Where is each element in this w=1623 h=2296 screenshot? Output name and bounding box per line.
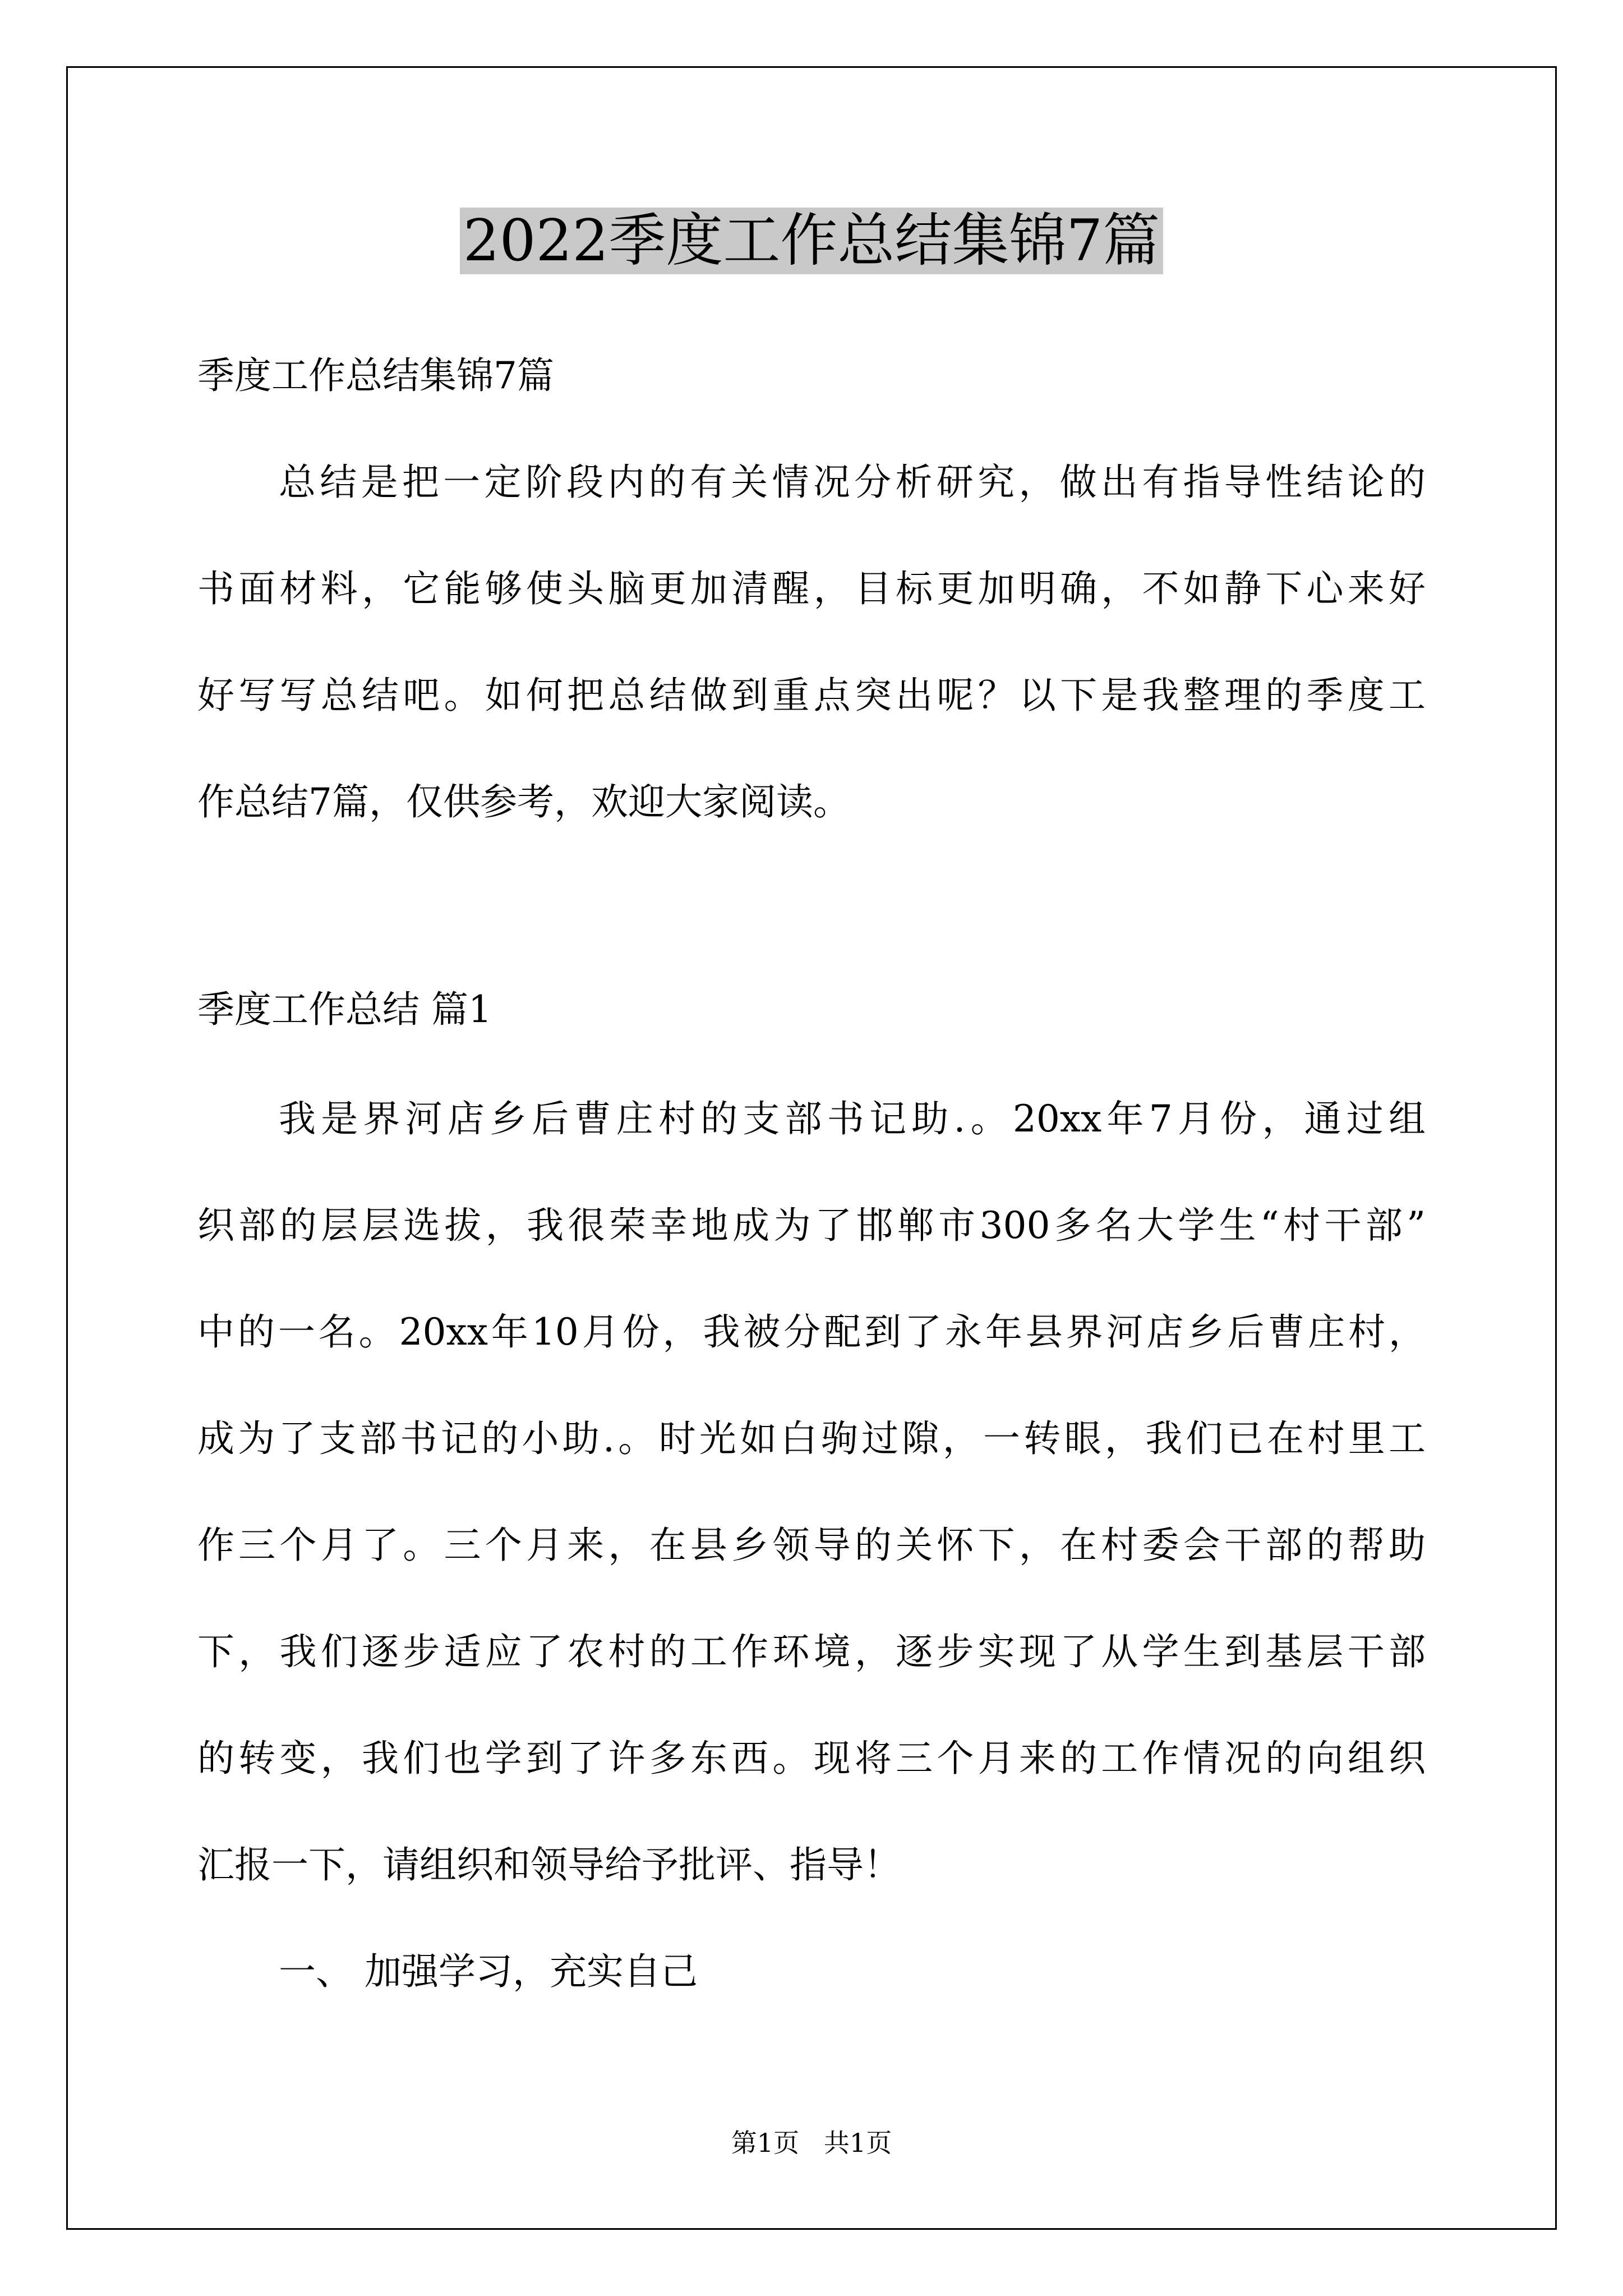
- section-heading: 季度工作总结 篇1: [197, 988, 492, 1031]
- section-line-4: 成为了支部书记的小助.。时光如白驹过隙，一转眼，我们已在村里工: [197, 1417, 1426, 1460]
- intro-line-1: 总结是把一定阶段内的有关情况分析研究，做出有指导性结论的: [279, 461, 1426, 504]
- section-line-8: 汇报一下，请组织和领导给予批评、指导！: [197, 1843, 901, 1887]
- intro-line-2: 书面材料，它能够使头脑更加清醒，目标更加明确，不如静下心来好: [197, 567, 1426, 610]
- page-footer: 第1页 共1页: [731, 2128, 892, 2158]
- document-subtitle: 季度工作总结集锦7篇: [197, 354, 554, 397]
- intro-line-3: 好写写总结吧。如何把总结做到重点突出呢？以下是我整理的季度工: [197, 674, 1426, 717]
- section-line-2: 织部的层层选拔，我很荣幸地成为了邯郸市300多名大学生“村干部”: [197, 1204, 1426, 1247]
- document-title-text: 2022季度工作总结集锦7篇: [460, 208, 1163, 274]
- subheading: 一、 加强学习，充实自己: [279, 1950, 698, 1993]
- document-title: [0, 205, 1623, 278]
- intro-line-4: 作总结7篇，仅供参考，欢迎大家阅读。: [197, 780, 850, 823]
- section-line-1: 我是界河店乡后曹庄村的支部书记助.。20xx年7月份，通过组: [279, 1097, 1426, 1140]
- section-line-7: 的转变，我们也学到了许多东西。现将三个月来的工作情况的向组织: [197, 1737, 1426, 1780]
- section-line-3: 中的一名。20xx年10月份，我被分配到了永年县界河店乡后曹庄村，: [197, 1310, 1426, 1354]
- section-line-6: 下，我们逐步适应了农村的工作环境，逐步实现了从学生到基层干部: [197, 1630, 1426, 1673]
- section-line-5: 作三个月了。三个月来，在县乡领导的关怀下，在村委会干部的帮助: [197, 1524, 1426, 1567]
